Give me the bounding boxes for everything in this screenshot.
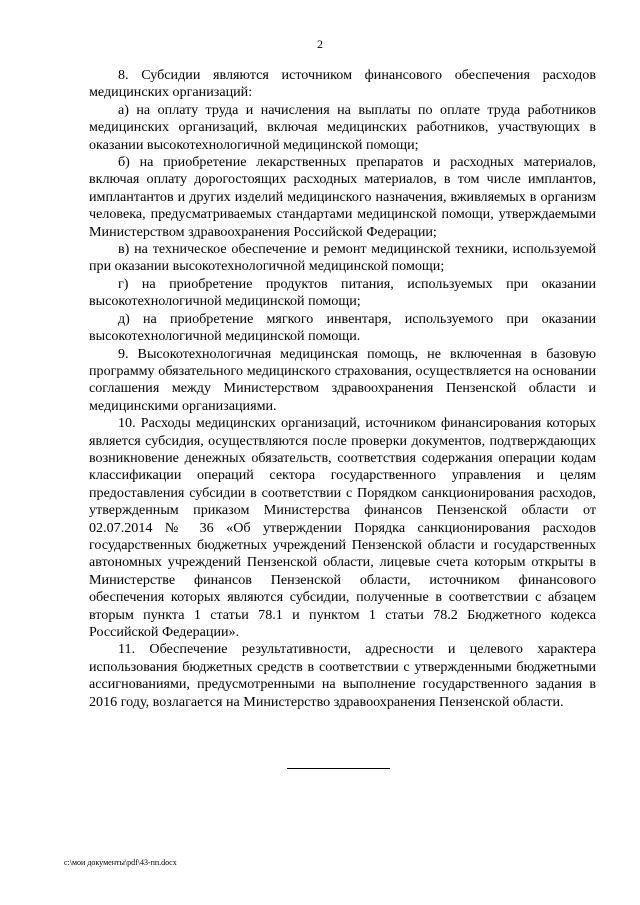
paragraph-8a: а) на оплату труда и начисления на выплаты по оплате труда работников медицинских организаций, включая медицинских работников, участвующих в оказании высокотехнологичной медицинской помощи; bbox=[89, 101, 596, 153]
document-body bbox=[89, 67, 596, 711]
paragraph-8d: д) на приобретение мягкого инвентаря, используемого при оказании высокотехнологичной медицинской помощи. bbox=[89, 310, 596, 345]
paragraph-8v: в) на техническое обеспечение и ремонт медицинской техники, используемой при оказании высокотехнологичной медицинской помощи; bbox=[89, 241, 596, 275]
end-separator-line bbox=[287, 768, 390, 769]
paragraph-8g: г) на приобретение продуктов питания, используемых при оказании высокотехнологичной медицинской помощи; bbox=[89, 275, 596, 310]
paragraph-11: 11. Обеспечение результативности, адресности и целевого характера использования бюджетных средств в соответствии с утвержденными бюджетными ассигнованиями, предусмотренными на выполнение государственного задания в 2016 году, возлагается на Министерство здравоохранения Пензенской области. bbox=[89, 641, 596, 710]
paragraph-10: 10. Расходы медицинских организаций, источником финансирования которых является субсидия, осуществляются после проверки документов, подтверждающих возникновение денежных обязательств, соответствия содержания операции кодам классификации операций сектора государственного управления и целям предоставления субсидии в соответствии с Порядком санкционирования расходов, утвержденным приказом Министерства финансов Пензенской области от 02.07.2014 № 36 «Об утверждении Порядка санкционирования расходов государственных бюджетных учреждений Пензенской области и государственных автономных учреждений Пензенской области, лицевые счета которым открыты в Министерстве финансов Пензенской области, источником финансового обеспечения которых являются субсидии, полученные в соответствии с абзацем вторым пункта 1 статьи 78.1 и пунктом 1 статьи 78.2 Бюджетного кодекса Российской Федерации». bbox=[89, 415, 596, 640]
paragraph-8: 8. Субсидии являются источником финансового обеспечения расходов медицинских организаций: bbox=[89, 67, 596, 101]
footer-file-path: c:\мои документы\pdf\43-пп.docx bbox=[64, 858, 177, 867]
paragraph-9: 9. Высокотехнологичная медицинская помощь, не включенная в базовую программу обязательного медицинского страхования, осуществляется на основании соглашения между Министерством здравоохранения Пензенской области и медицинскими организациями. bbox=[89, 345, 596, 414]
paragraph-8b: б) на приобретение лекарственных препаратов и расходных материалов, включая оплату дорогостоящих расходных материалов, в том числе имплантов, имплантантов и других изделий медицинского назначения, вживляемых в организм человека, предусматриваемых стандартами медицинской помощи, утверждаемыми Министерством здравоохранения Российской Федерации; bbox=[89, 154, 596, 240]
page-number: 2 bbox=[317, 37, 323, 51]
